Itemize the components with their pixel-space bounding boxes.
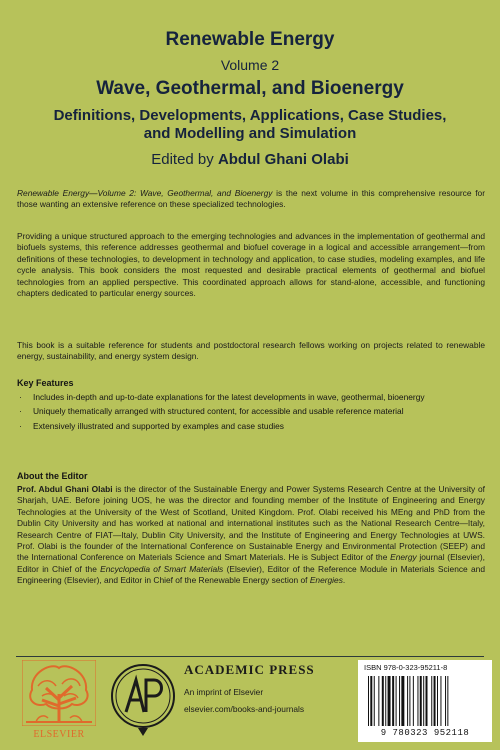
about-text-4: . [342,575,346,586]
elsevier-wordmark: ELSEVIER [33,729,85,740]
publisher-url: elsevier.com/books-and-journals [184,704,305,714]
about-editor-name: Prof. Abdul Ghani Olabi [17,484,113,494]
description-paragraph: Providing a unique structured approach to the emerging technologies and advances in the implementation of geothermal and biofuels systems, this reference addresses geothermal and biofuel coverage in a logical and accessible arrangement—from definitions of these technologies, to development in technology and application, to case studies, modeling examples, and life cycle analysis. This book considers the most requested and desirable practical elements of geothermal and biofuel technologies from an applied perspective. This coordinated approach allows for stand-alone, accessible, and functioning chapters dedicated to particular energy sources. [17,231,485,299]
intro-paragraph [17,188,485,211]
journal-name: Energy [390,552,417,563]
academic-press-logo-icon [108,660,178,738]
bullet-icon: · [19,420,22,431]
about-text-3: (Elsevier), Editor of the Reference Module in Materials Science and Engineering (Elsevier), and Editor in Chief of the Renewable Energy section of [17,563,485,586]
imprint-line: An imprint of Elsevier [184,687,264,697]
key-feature-item [17,392,457,403]
key-feature-text: Uniquely thematically arranged with structured content, for accessible and usable reference material [33,406,404,417]
editor-line [0,151,500,169]
energies-journal-name: Energies [309,575,343,586]
book-title: Wave, Geothermal, and Bioenergy [96,78,404,99]
editor-name: Abdul Ghani Olabi [217,151,349,168]
intro-rest: is the next volume in this comprehensive resource for those wanting an extensive reference on these specialized technologies. [17,188,485,210]
academic-press-name: ACADEMIC PRESS [184,662,315,677]
about-text-2: journal (Elsevier), Editor in Chief of the [17,552,485,574]
key-feature-item [17,421,457,432]
editor-prefix: Edited by [151,151,218,168]
elsevier-tree-icon [22,660,96,726]
bullet-icon: · [19,406,22,417]
key-feature-text: Includes in-depth and up-to-date explanations for the latest developments in wave, geothermal, bioenergy [33,392,425,402]
encyclopedia-name: Encyclopedia of Smart Materials [100,563,224,574]
key-features-list [17,392,457,435]
audience-paragraph: This book is a suitable reference for students and postdoctoral research fellows working on projects related to renewable energy, sustainability, and energy system design. [17,340,485,362]
cover-header [0,28,500,169]
series-title: Renewable Energy [165,29,335,50]
key-feature-text: Extensively illustrated and supported by examples and case studies [33,420,284,431]
elsevier-logo [16,660,102,744]
barcode-number: 9 780323 952118 [380,728,470,738]
intro-italic-title: Renewable Energy—Volume 2: Wave, Geothermal, and Bioenergy [17,188,273,198]
isbn-label: ISBN 978-0-323-95211-8 [364,663,448,672]
bullet-icon: · [19,392,22,402]
about-editor-paragraph [17,484,485,587]
key-features-heading: Key Features [17,378,74,388]
about-editor-heading: About the Editor [17,471,88,481]
key-feature-item [17,406,457,417]
footer-divider [16,656,484,657]
about-text-1: is the director of the Sustainable Energy and Power Systems Research Centre at the University of Sharjah, UAE. Before joining UOS, he was the director and founding member of the Institute of Engineering and Energy Technologies at the University of the West of Scotland, United Kingdom. Prof. Olabi received his MEng and PhD from the Dublin City University and has worked at national and international institutes such as the National Research Centre—Italy, Research Centre of FIAT—Italy, Dublin City University, and the Institute of Engineering and Energy Technologies at UWS. Prof. Olabi is the founder of the International Conference on Sustainable Energy and Environmental Protection (SEEP) and the International Conference on Materials Science and Smart Materials. He is Subject Editor of the [17,484,485,563]
volume-label: Volume 2 [220,57,280,73]
isbn-barcode-box [358,660,492,742]
barcode-icon [366,676,484,726]
book-subtitle: Definitions, Developments, Applications, Case Studies, and Modelling and Simulation [53,107,447,142]
